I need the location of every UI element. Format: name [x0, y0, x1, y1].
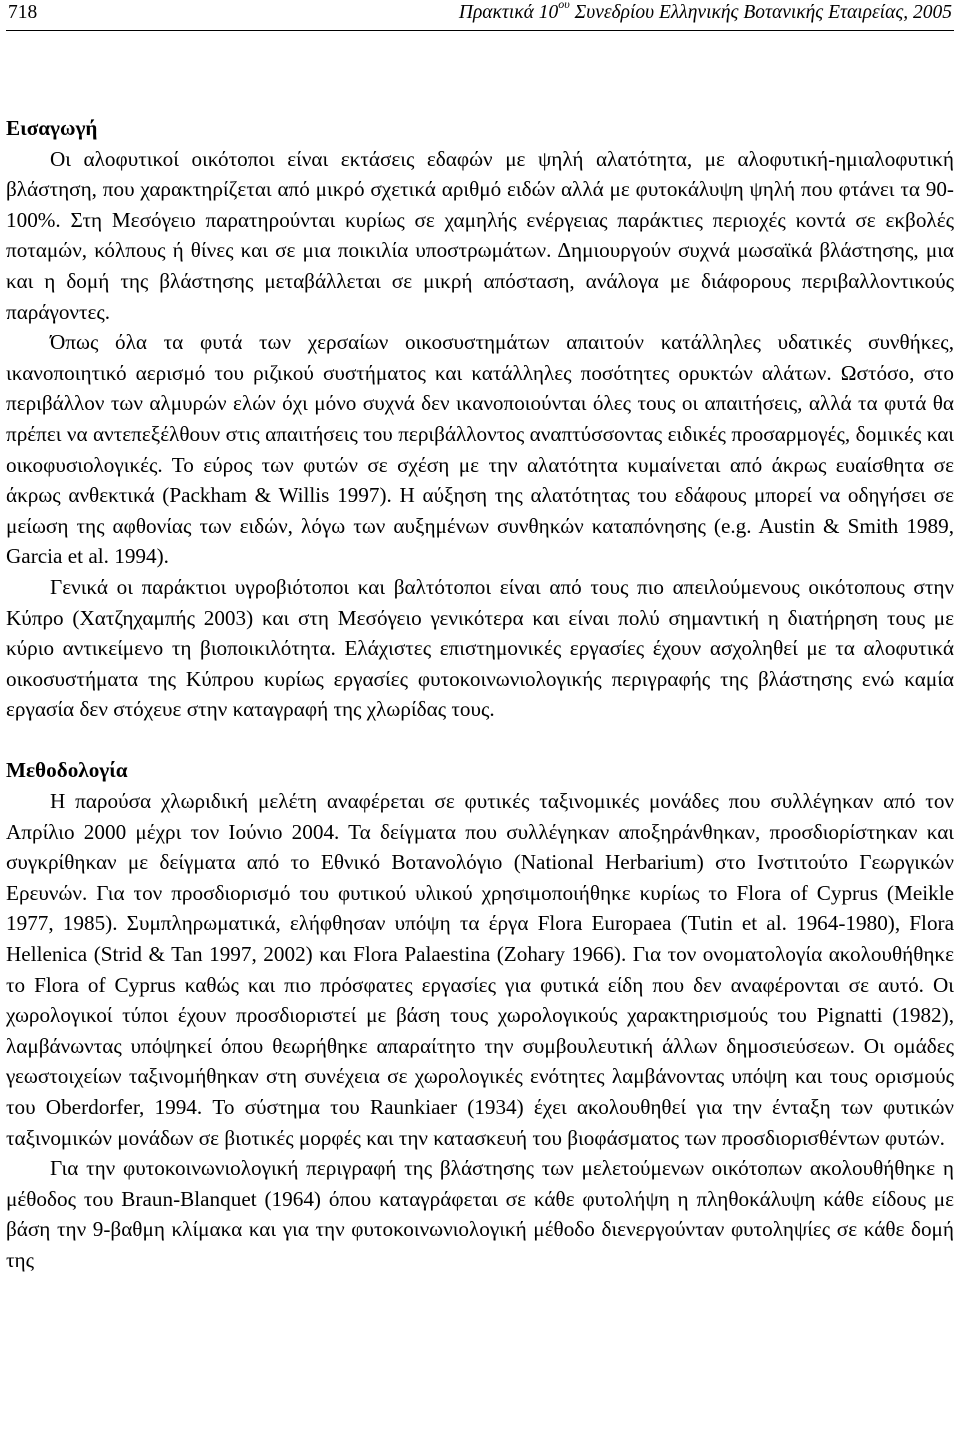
intro-paragraph-2: Όπως όλα τα φυτά των χερσαίων οικοσυστημάτων απαιτούν κατάλληλες υδατικές συνθήκες, ικανοποιητικό αερισμό του ριζικού συστήματος και κατάλληλες ποσότητες ορυκτών αλάτων. Ωστόσο, στο περιβάλλον των αλμυρών ελών όχι μόνο συχνά δεν ικανοποιούνται όλες τους οι απαιτήσεις, αλλά τα φυτά θα πρέπει να αντεπεξέλθουν στις απαιτήσεις του περιβάλλοντος αναπτύσσοντας ειδικές προσαρμογές, δομικές και οικοφυσιολογικές. Το εύρος των φυτών σε σχέση με την αλατότητα κυμαίνεται από άκρως ευαίσθητα σε άκρως ανθεκτικά (Packham & Willis 1997). Η αύξηση της αλατότητας του εδάφους μπορεί να οδηγήσει σε μείωση της αφθονίας των ειδών, λόγω των αυξημένων συνθηκών καταπόνησης (e.g. Austin & Smith 1989, Garcia et al. 1994).: [6, 330, 954, 569]
running-head-superscript: ου: [558, 0, 570, 11]
page-header: [6, 0, 954, 31]
body-text: [6, 113, 954, 1276]
section-heading-methodology: Μεθοδολογία: [6, 758, 128, 783]
running-head-title-rest: Συνεδρίου Ελληνικής Βοτανικής Εταιρείας, 2005: [569, 2, 952, 23]
page-number: 718: [8, 2, 38, 23]
document-page: [6, 0, 954, 1272]
methods-paragraph-1: Η παρούσα χλωριδική μελέτη αναφέρεται σε φυτικές ταξινομικές μονάδες που συλλέγηκαν από τον Απρίλιο 2000 μέχρι τον Ιούνιο 2004. Τα δείγματα που συλλέγηκαν αποξηράνθηκαν, προσδιορίστηκαν και συγκρίθηκαν με δείγματα από το Εθνικό Βοτανολόγιο (National Herbarium) στο Ινστιτούτο Γεωργικών Ερευνών. Για τον προσδιορισμό του φυτικού υλικού χρησιμοποιήθηκε κυρίως το Flora of Cyprus (Meikle 1977, 1985). Συμπληρωματικά, ελήφθησαν υπόψη τα έργα Flora Europaea (Tutin et al. 1964-1980), Flora Hellenica (Strid & Tan 1997, 2002) και Flora Palaestina (Zohary 1966). Για τον ονοματολογία ακολουθήθηκε το Flora of Cyprus καθώς και πιο πρόσφατες εργασίες για φυτικά είδη που δεν αναφέρονται σε αυτό. Οι χωρολογικοί τύποι έχουν προσδιοριστεί με βάση τους χωρολογικούς χαρακτηρισμούς του Pignatti (1982), λαμβάνωντας υπόψηκεί όπου θεωρήθηκε απαραίτητο την συμβουλευτική άλλων δημοσιεύσεων. Οι ομάδες γεωστοιχείων ταξινομήθηκαν στη συνέχεια σε χωρολογικές ενότητες λαμβάνοντας υπόψη και τους ορισμούς του Oberdorfer, 1994. Το σύστημα του Raunkiaer (1934) έχει ακολουθηθεί για την ένταξη των φυτικών ταξινομικών μονάδων σε βιοτικές μορφές και την κατασκευή του βιοφάσματος των προσδιορισθέντων φυτών.: [6, 789, 954, 1150]
intro-paragraph-3: Γενικά οι παράκτιοι υγροβιότοποι και βαλτότοποι είναι από τους πιο απειλούμενους οικότοπους στην Κύπρο (Χατζηχαμπής 2003) και στη Μεσόγειο γενικότερα και είναι πολύ σημαντική η διατήρηση τους με κύριο αντικείμενο τη βιοποικιλότητα. Ελάχιστες επιστημονικές εργασίες έχουν ασχοληθεί με τα αλοφυτικά οικοσυστήματα της Κύπρου κυρίως εργασίες φυτοκοινωνιολογικής περιγραφής της βλάστησης ενώ καμία εργασία δεν στόχευε στην καταγραφή της χλωρίδας τους.: [6, 574, 954, 722]
methods-paragraph-2: Για την φυτοκοινωνιολογική περιγραφή της βλάστησης των μελετούμενων οικότοπων ακολουθήθηκε η μέθοδος του Braun-Blanquet (1964) όπου καταγράφεται σε κάθε φυτολήψη η πληθοκάλυψη κάθε είδους με βάση την 9-βαθμη κλίμακα και για την φυτοκοινωνιολογική μέθοδο διενεργούνταν φυτοληψίες σε κάθε δομή της: [6, 1156, 954, 1272]
section-heading-introduction: Εισαγωγή: [6, 116, 98, 140]
running-head-title: Πρακτικά 10: [458, 2, 559, 23]
intro-paragraph-1: Οι αλοφυτικοί οικότοποι είναι εκτάσεις εδαφών με ψηλή αλατότητα, με αλοφυτική-ημιαλοφυτική βλάστηση, που χαρακτηρίζεται από μικρό σχετικά αριθμό ειδών αλλά με φυτοκάλυψη ψηλή που φτάνει τα 90-100%. Στη Μεσόγειο παρατηρούνται κυρίως σε χαμηλής ενέργειας παράκτιες περιοχές κοντά σε εκβολές ποταμών, κόλπους ή θίνες και σε μια ποικιλία υποστρωμάτων. Δημιουργούν συχνά μωσαϊκά βλάστησης, μια και η δομή της βλάστησης μεταβάλλεται σε μικρή απόσταση, ανάλογα με διάφορους περιβαλλοντικούς παράγοντες.: [6, 146, 954, 324]
running-head: [459, 1, 952, 25]
